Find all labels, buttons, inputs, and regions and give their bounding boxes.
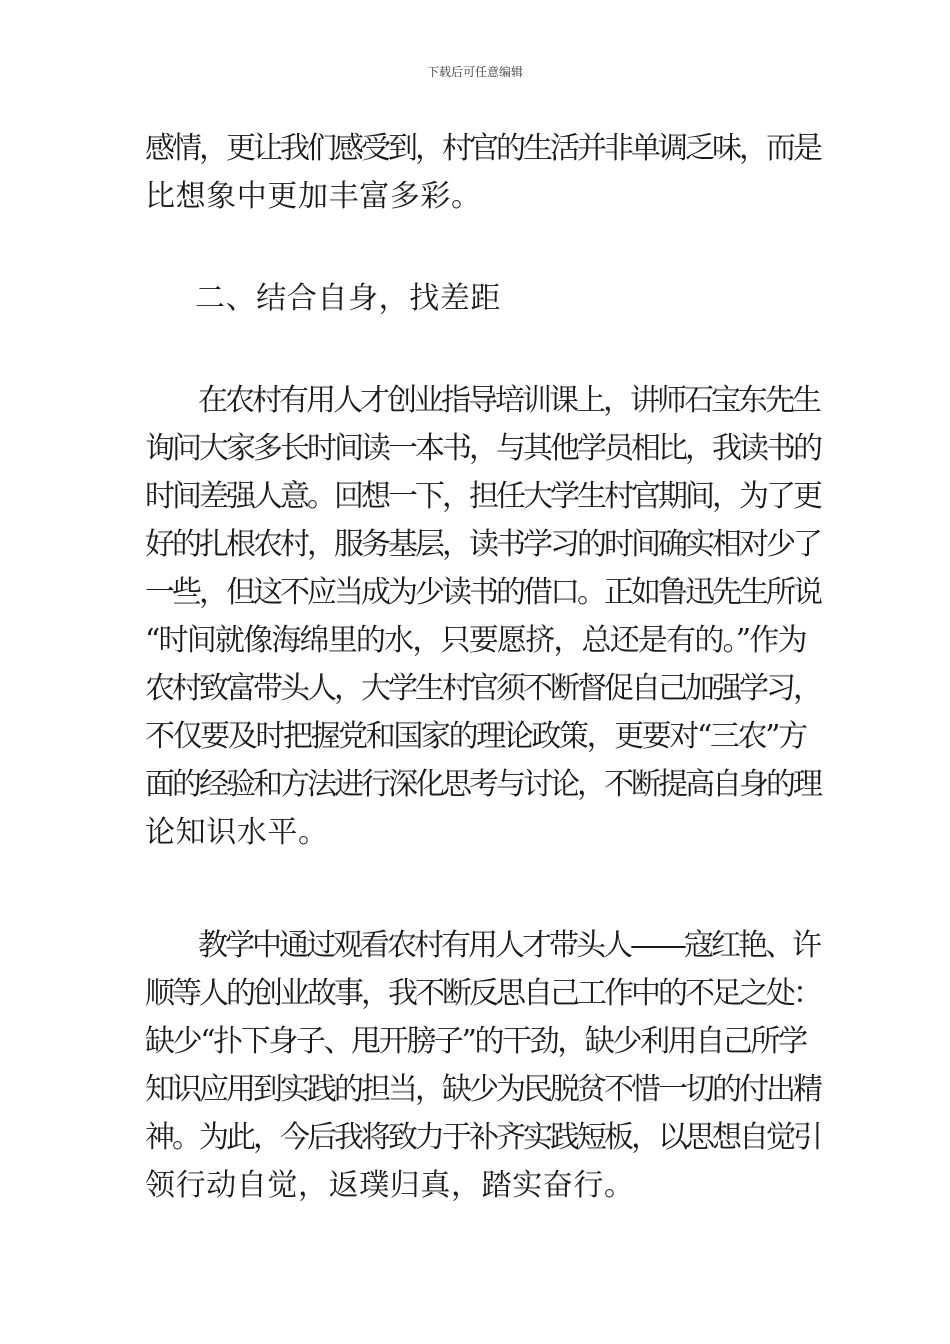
paragraph-reading (145, 377, 820, 857)
text-line: 一些，但这不应当成为少读书的借口。正如鲁迅先生所说 (145, 575, 820, 610)
section-heading-text: 二、结合自身，找差距 (195, 281, 501, 316)
section-heading (145, 275, 810, 323)
text-line: 论知识水平。 (145, 815, 329, 850)
text-line: 好的扎根农村，服务基层，读书学习的时间确实相对少了 (145, 527, 820, 562)
paragraph-reflection (145, 922, 820, 1210)
text-line: 询问大家多长时间读一本书，与其他学员相比，我读书的 (145, 431, 820, 466)
text-line: 在农村有用人才创业指导培训课上，讲师石宝东先生 (198, 383, 819, 418)
text-line: 缺少“扑下身子、甩开膀子”的干劲，缺少利用自己所学 (145, 1024, 806, 1059)
text-line: 领行动自觉，返璞归真，踏实奋行。 (145, 1168, 635, 1203)
text-line: 面的经验和方法进行深化思考与讨论，不断提高自身的理 (145, 767, 820, 802)
text-line: 教学中通过观看农村有用人才带头人——寇红艳、许 (198, 928, 819, 963)
text-line: 时间差强人意。回想一下，担任大学生村官期间，为了更 (145, 479, 820, 514)
text-line: 农村致富带头人，大学生村官须不断督促自己加强学习， (145, 671, 820, 706)
text-line: 知识应用到实践的担当，缺少为民脱贫不惜一切的付出精 (145, 1072, 820, 1107)
text-line: 顺等人的创业故事，我不断反思自己工作中的不足之处： (145, 976, 820, 1011)
paragraph-continued (145, 125, 820, 221)
text-line: 比想象中更加丰富多彩。 (145, 179, 482, 214)
text-line: “时间就像海绵里的水，只要愿挤，总还是有的。”作为 (145, 623, 806, 658)
text-line: 感情，更让我们感受到，村官的生活并非单调乏味，而是 (145, 131, 820, 166)
text-line: 不仅要及时把握党和国家的理论政策，更要对“三农”方 (145, 719, 806, 754)
header-note: 下载后可任意编辑 (426, 65, 523, 79)
text-line: 神。为此，今后我将致力于补齐实践短板，以思想自觉引 (145, 1120, 820, 1155)
